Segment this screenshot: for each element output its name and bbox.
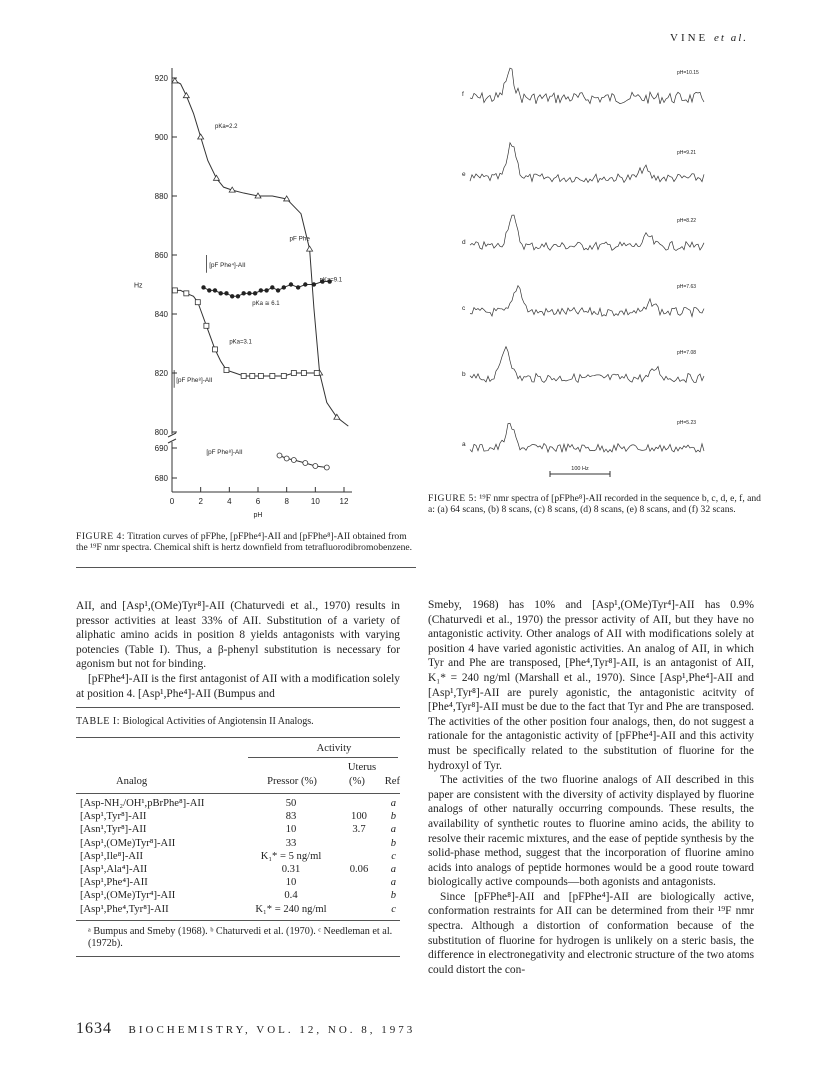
divider xyxy=(76,793,400,794)
spectrum-ph: pH=9.21 xyxy=(677,150,697,156)
table1-header-pressor: Pressor (%) xyxy=(267,776,317,787)
data-point xyxy=(313,464,318,469)
x-tick-label: 8 xyxy=(284,497,289,506)
pka-annotation: pKa=9.1 xyxy=(319,277,343,284)
spectrum-trace xyxy=(470,286,704,317)
data-point xyxy=(172,78,178,83)
data-point xyxy=(250,373,255,378)
figure4-caption xyxy=(76,531,416,553)
table-cell-ref: a xyxy=(390,877,396,889)
left-paragraph-2: [pFPhe⁴]-AII is the first antagonist of AII with a modification solely at position 4. [Asp¹,Phe⁴]-AII (Bumpus and xyxy=(76,672,400,700)
table-cell-ref: b xyxy=(390,890,396,902)
data-point xyxy=(207,288,211,292)
spectrum-ph: pH=10.15 xyxy=(677,70,699,76)
running-head-authors: VINE xyxy=(670,32,709,44)
divider xyxy=(76,920,400,921)
divider xyxy=(76,707,400,708)
table-cell-uterus: 3.7 xyxy=(352,824,366,836)
data-point xyxy=(277,453,282,458)
table1 xyxy=(76,743,400,957)
data-point xyxy=(276,288,280,292)
table-cell-ref: b xyxy=(390,811,396,823)
data-point xyxy=(224,291,228,295)
data-point xyxy=(296,285,300,289)
y-tick-label: 680 xyxy=(154,474,168,483)
table-row xyxy=(76,903,400,916)
spectrum-trace xyxy=(470,143,704,183)
page-footer xyxy=(76,1020,415,1038)
data-point xyxy=(236,294,240,298)
table-row xyxy=(76,850,400,863)
table-row xyxy=(76,797,400,810)
data-point xyxy=(230,294,234,298)
data-point xyxy=(264,288,268,292)
y-tick-label: 880 xyxy=(154,192,168,201)
data-point xyxy=(183,93,189,98)
table1-title xyxy=(76,716,400,727)
table-cell-uterus: 100 xyxy=(351,811,367,823)
data-point xyxy=(301,371,306,376)
table-row xyxy=(76,837,400,850)
data-point xyxy=(201,285,205,289)
y-tick-label: 840 xyxy=(154,310,168,319)
data-point xyxy=(204,323,209,328)
series-label: [pF Phe⁸]-AII xyxy=(206,449,243,456)
spectrum-ph: pH=7.08 xyxy=(677,350,697,356)
data-point xyxy=(184,291,189,296)
scale-bar-label: 100 Hz xyxy=(571,466,589,472)
table-row xyxy=(76,823,400,836)
data-point xyxy=(259,288,263,292)
table-cell-pressor: K₁* = 240 ng/ml xyxy=(255,903,327,915)
spectrum-ph: pH=5.23 xyxy=(677,420,697,426)
pka-annotation: pKa ≅ 6.1 xyxy=(252,301,280,308)
table-cell-ref: c xyxy=(391,850,396,862)
spectrum-ph: pH=8.22 xyxy=(677,218,697,224)
divider xyxy=(248,757,398,758)
data-point xyxy=(312,282,316,286)
data-point xyxy=(247,291,251,295)
table-cell-pressor: 50 xyxy=(285,798,297,809)
table-cell-uterus xyxy=(338,889,380,902)
figure4-caption-label: FIGURE 4: xyxy=(76,531,126,542)
data-point xyxy=(224,368,229,373)
x-tick-label: 10 xyxy=(310,497,320,506)
data-point xyxy=(289,282,293,286)
figure4-chart xyxy=(120,62,380,526)
y-tick-label: 900 xyxy=(154,133,168,142)
right-column-text xyxy=(428,598,754,977)
table1-header-activity: Activity xyxy=(316,743,352,754)
data-point xyxy=(241,291,245,295)
table1-footnote: ᵃ Bumpus and Smeby (1968). ᵇ Chaturvedi et al. (1970). ᶜ Needleman et al. (1972b). xyxy=(88,925,393,950)
right-paragraph-2: The activities of the two fluorine analogs of AII described in this paper are consistent with the diversity of activity displayed by fluorine analogs of other naturally occurring compounds. These results, the availability of synthetic routes to fluorine amino acids, the ability to resolve their racemic mixtures, and the ease of peptide synthesis by the solid-phase method, suggest that the incorporation of fluorine amino acids into analogs of peptide hormones would be a good route toward biologically active compounds—both agonists and antagonists. xyxy=(428,774,754,889)
series-label: pF Phe xyxy=(289,235,310,243)
table-cell-uterus xyxy=(338,903,380,916)
data-point xyxy=(219,291,223,295)
figure4-series xyxy=(172,78,348,470)
divider xyxy=(76,567,416,568)
table-cell-pressor: 10 xyxy=(285,824,297,836)
pka-annotation: pKa=3.1 xyxy=(229,339,252,346)
spectrum-label: c xyxy=(462,305,466,312)
data-point xyxy=(213,288,217,292)
page-number: 1634 xyxy=(76,1020,112,1037)
figure4-annotations xyxy=(174,124,343,456)
x-tick-label: 0 xyxy=(169,497,175,506)
table-cell-uterus: 0.06 xyxy=(349,864,369,876)
table-cell-pressor: 10 xyxy=(285,877,297,889)
data-point xyxy=(291,371,296,376)
spectrum-trace xyxy=(470,215,704,250)
table-cell-uterus xyxy=(338,850,380,863)
table-cell-ref: a xyxy=(390,864,396,876)
x-axis-label: pH xyxy=(253,512,263,519)
figure5-caption-text: ¹⁹F nmr spectra of [pFPhe⁸]-AII recorded in the sequence b, c, d, e, f, and a: (a) 64 scans, (b) 8 scans, (c) 8 scans, (d) 8 scans, (e) 8 scans, and (f) 32 scans. xyxy=(428,493,761,516)
right-paragraph-3: Since [pFPhe⁸]-AII and [pFPhe⁴]-AII are biologically active, conformation restraints for AII can be determined from their ¹⁹F nmr spectra. Although a distortion of conformation because of the substitution of fluorine for hydrogen is unlikely on a steric basis, the difference in electronegativity and electronic structure of the two atoms could distort the con- xyxy=(428,890,754,976)
table-cell-ref: a xyxy=(390,824,396,836)
spectrum-label: f xyxy=(462,91,464,98)
table-cell-pressor: 0.31 xyxy=(281,864,301,876)
x-tick-label: 2 xyxy=(198,497,203,506)
y-axis-label: Hz xyxy=(134,282,143,290)
y-tick-label: 860 xyxy=(154,251,168,260)
x-tick-label: 12 xyxy=(339,497,349,506)
data-point xyxy=(324,465,329,470)
data-point xyxy=(314,371,319,376)
table-cell-uterus xyxy=(338,876,380,889)
data-point xyxy=(258,373,263,378)
table1-header-ref: Ref xyxy=(384,776,400,787)
y-tick-label: 820 xyxy=(154,369,168,378)
y-tick-label: 800 xyxy=(154,428,168,437)
series-label: [pF Phe⁴]-AII xyxy=(209,261,246,269)
table-cell-pressor: 83 xyxy=(285,811,297,823)
table1-header-uterus2: (%) xyxy=(349,776,365,787)
spectrum-trace xyxy=(470,347,704,383)
table1-title-label: TABLE I: xyxy=(76,716,121,727)
table-cell-analog: [Asp¹,Ala⁴]-AII xyxy=(80,864,148,876)
figure5-caption xyxy=(428,493,763,515)
table-cell-pressor: 33 xyxy=(285,837,297,849)
spectrum-ph: pH=7.63 xyxy=(677,284,697,290)
table-cell-uterus xyxy=(338,837,380,850)
table-row xyxy=(76,810,400,823)
right-paragraph-1: Smeby, 1968) has 10% and [Asp¹,(OMe)Tyr⁴]-AII has 0.9% (Chaturvedi et al., 1970) the pressor activity of AII, but they have no antagonistic activity. Other analogs of AII with modifications solely at position 4 have varied agonistic activities. An analog of AII, in which Tyr and Phe are transposed, [Phe⁴,Tyr⁸]-AII, is an antagonist of AII, K₁* = 240 ng/ml (Marshall et al., 1970). Since [Asp¹,Phe⁴]-AII and [Asp¹,Tyr⁸]-AII are purely agonistic, the antagonistic acitvity of [Phe⁴,Tyr⁸]-AII must be due to the fact that Tyr and Phe are transposed. The activities of the other position four analogs, then, do not suggest a rationale for the antagonistic activity of [pFPhe⁴]-AII and this activity must be specifically related to the substitution of fluorine for the hydroxyl of Tyr. xyxy=(428,599,754,772)
data-point xyxy=(291,458,296,463)
data-point xyxy=(270,285,274,289)
data-point xyxy=(253,291,257,295)
journal-info: BIOCHEMISTRY, VOL. 12, NO. 8, 1973 xyxy=(128,1024,416,1036)
running-head-etal: et al. xyxy=(714,32,749,44)
data-point xyxy=(195,300,200,305)
data-point xyxy=(303,461,308,466)
figure5-traces xyxy=(462,68,704,477)
table-cell-analog: [Asp-NH₂/OH¹,pBrPhe⁸]-AII xyxy=(80,798,205,809)
table-cell-analog: [Asp¹,(OMe)Tyr⁴]-AII xyxy=(80,890,176,902)
table-cell-analog: [Asp¹,(OMe)Tyr⁸]-AII xyxy=(80,837,176,849)
spectrum-label: a xyxy=(462,441,466,448)
data-point xyxy=(213,175,219,180)
table-row xyxy=(76,863,400,876)
running-head xyxy=(670,32,780,44)
x-tick-label: 4 xyxy=(227,497,232,506)
figure4-caption-text: Titration curves of pFPhe, [pFPhe⁴]-AII and [pFPhe⁸]-AII obtained from the ¹⁹F nmr spectra. Chemical shift is hertz downfield from tetrafluorodibromobenzene. xyxy=(76,531,413,554)
table-cell-analog: [Asp¹,Ile⁸]-AII xyxy=(80,850,144,862)
data-point xyxy=(270,373,275,378)
table1-body xyxy=(76,797,400,916)
x-tick-label: 6 xyxy=(255,497,261,506)
left-column-text xyxy=(76,599,400,701)
table-cell-pressor: K₁* = 5 ng/ml xyxy=(260,850,322,862)
table-cell-analog: [Asp¹,Phe⁴]-AII xyxy=(80,877,148,889)
data-point xyxy=(172,288,177,293)
data-point xyxy=(241,373,246,378)
divider xyxy=(76,737,400,738)
table-cell-analog: [Asn¹,Tyr⁸]-AII xyxy=(80,824,147,836)
data-point xyxy=(307,246,313,251)
table1-title-text: Biological Activities of Angiotensin II Analogs. xyxy=(122,716,314,727)
divider xyxy=(76,956,400,957)
figure5-spectra xyxy=(440,60,740,480)
y-tick-label: 690 xyxy=(154,444,168,453)
data-point xyxy=(281,373,286,378)
table-row xyxy=(76,876,400,889)
table-cell-uterus xyxy=(338,797,380,810)
data-point xyxy=(213,347,218,352)
spectrum-trace xyxy=(470,423,704,452)
pka-annotation: pKa=2.2 xyxy=(215,124,238,131)
data-point xyxy=(282,285,286,289)
spectrum-label: b xyxy=(462,371,466,378)
data-point xyxy=(198,134,204,139)
figure5-caption-label: FIGURE 5: xyxy=(428,493,478,504)
table-cell-analog: [Asp¹,Tyr⁸]-AII xyxy=(80,811,147,823)
table-cell-pressor: 0.4 xyxy=(284,890,298,902)
table-cell-ref: b xyxy=(390,837,396,849)
data-point xyxy=(303,282,307,286)
table1-header-uterus: Uterus xyxy=(347,762,377,773)
spectrum-label: d xyxy=(462,239,466,246)
data-point xyxy=(284,456,289,461)
left-paragraph-1: AII, and [Asp¹,(OMe)Tyr⁸]-AII (Chaturvedi et al., 1970) results in pressor activities at least 33% of AII. Substitution of a variety of aliphatic amino acids in position 8 yields antagonists with varying potencies (Table I). Thus, a β-phenyl substitution is necessary for agonism but not for binding. xyxy=(76,600,400,671)
table-cell-ref: c xyxy=(391,903,396,915)
y-tick-label: 920 xyxy=(154,74,168,83)
table-cell-ref: a xyxy=(390,798,396,809)
table1-header-analog: Analog xyxy=(116,776,148,787)
spectrum-label: e xyxy=(462,171,466,178)
table-row xyxy=(76,889,400,902)
table-cell-analog: [Asp¹,Phe⁴,Tyr⁸]-AII xyxy=(80,903,169,915)
series-label: [pF Phe⁸]-AII xyxy=(176,376,213,384)
spectrum-trace xyxy=(470,68,704,104)
